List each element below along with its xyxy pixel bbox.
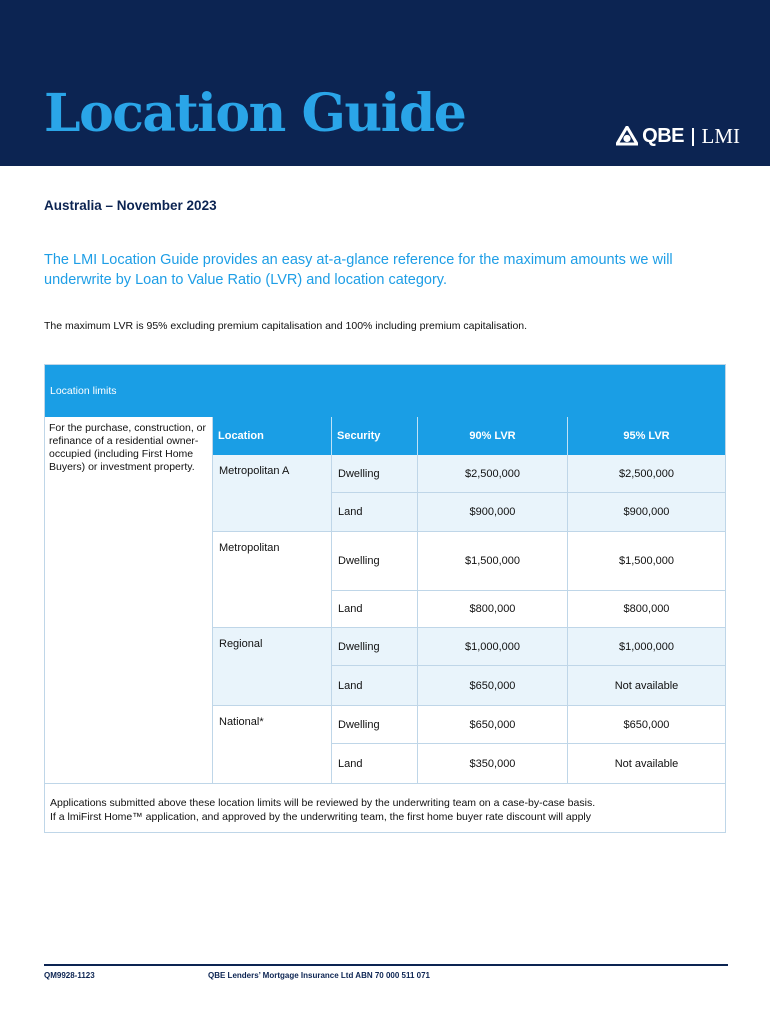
security-cell: Dwelling — [331, 455, 417, 493]
security-cell: Land — [331, 744, 417, 783]
footer-document-code: QM9928-1123 — [44, 971, 95, 980]
location-cell: Regional — [213, 628, 331, 706]
column-header-location: Location — [213, 417, 331, 455]
column-header-95-lvr: 95% LVR — [567, 417, 725, 455]
lvr90-cell: $1,500,000 — [417, 532, 567, 591]
security-cell: Land — [331, 591, 417, 628]
location-cell: Metropolitan A — [213, 455, 331, 532]
lvr90-cell: $2,500,000 — [417, 455, 567, 493]
security-cell: Dwelling — [331, 706, 417, 744]
lvr95-cell: Not available — [567, 744, 725, 783]
lvr90-cell: $1,000,000 — [417, 628, 567, 666]
lvr90-cell: $650,000 — [417, 706, 567, 744]
lvr90-cell: $650,000 — [417, 666, 567, 706]
table-footnote — [45, 783, 725, 832]
location-cell: National* — [219, 716, 264, 728]
table-description: For the purchase, construction, or refinance of a residential owner-occupied (including First Home Buyers) or investment property. — [45, 417, 213, 783]
table-heading-text: Location limits — [50, 385, 117, 397]
security-cell: Land — [331, 666, 417, 706]
page-title: Location Guide — [44, 83, 466, 144]
brand-sub: LMI — [701, 124, 740, 148]
lvr95-cell: $800,000 — [567, 591, 725, 628]
location-cell: Metropolitan — [213, 532, 331, 628]
lvr95-cell: Not available — [567, 666, 725, 706]
subtitle: Australia – November 2023 — [44, 198, 217, 213]
header-banner — [0, 0, 770, 166]
lvr95-cell: $1,000,000 — [567, 628, 725, 666]
lvr95-cell: $900,000 — [567, 493, 725, 532]
lvr95-cell: $1,500,000 — [567, 532, 725, 591]
brand-divider — [692, 128, 694, 146]
column-header-90-lvr: 90% LVR — [417, 417, 567, 455]
brand-logo — [616, 124, 740, 149]
lvr95-cell: $650,000 — [567, 706, 725, 744]
footer-divider — [44, 964, 728, 966]
security-cell: Dwelling — [331, 532, 417, 591]
column-header-security: Security — [331, 417, 417, 455]
table-heading — [45, 365, 725, 417]
security-cell: Land — [331, 493, 417, 532]
footnote-line-1: Applications submitted above these location limits will be reviewed by the underwriting team on a case-by-case basis. — [50, 797, 596, 809]
footer-company: QBE Lenders’ Mortgage Insurance Ltd ABN 70 000 511 071 — [208, 971, 431, 980]
lvr90-cell: $800,000 — [417, 591, 567, 628]
security-cell: Dwelling — [331, 628, 417, 666]
lvr95-cell: $2,500,000 — [567, 455, 725, 493]
location-limits-table — [44, 364, 726, 833]
footnote-line-2: If a lmiFirst Home™ application, and approved by the underwriting team, the first home buyer rate discount will apply — [50, 811, 592, 823]
brand-name: QBE — [642, 125, 684, 147]
lvr90-cell: $350,000 — [417, 744, 567, 783]
intro-text: The LMI Location Guide provides an easy at-a-glance reference for the maximum amounts we will underwrite by Loan to Value Ratio (LVR) and location category. — [44, 252, 673, 288]
lvr90-cell: $900,000 — [417, 493, 567, 532]
qbe-logo-icon — [616, 126, 638, 148]
lvr-note: The maximum LVR is 95% excluding premium capitalisation and 100% including premium capitalisation. — [44, 320, 528, 332]
